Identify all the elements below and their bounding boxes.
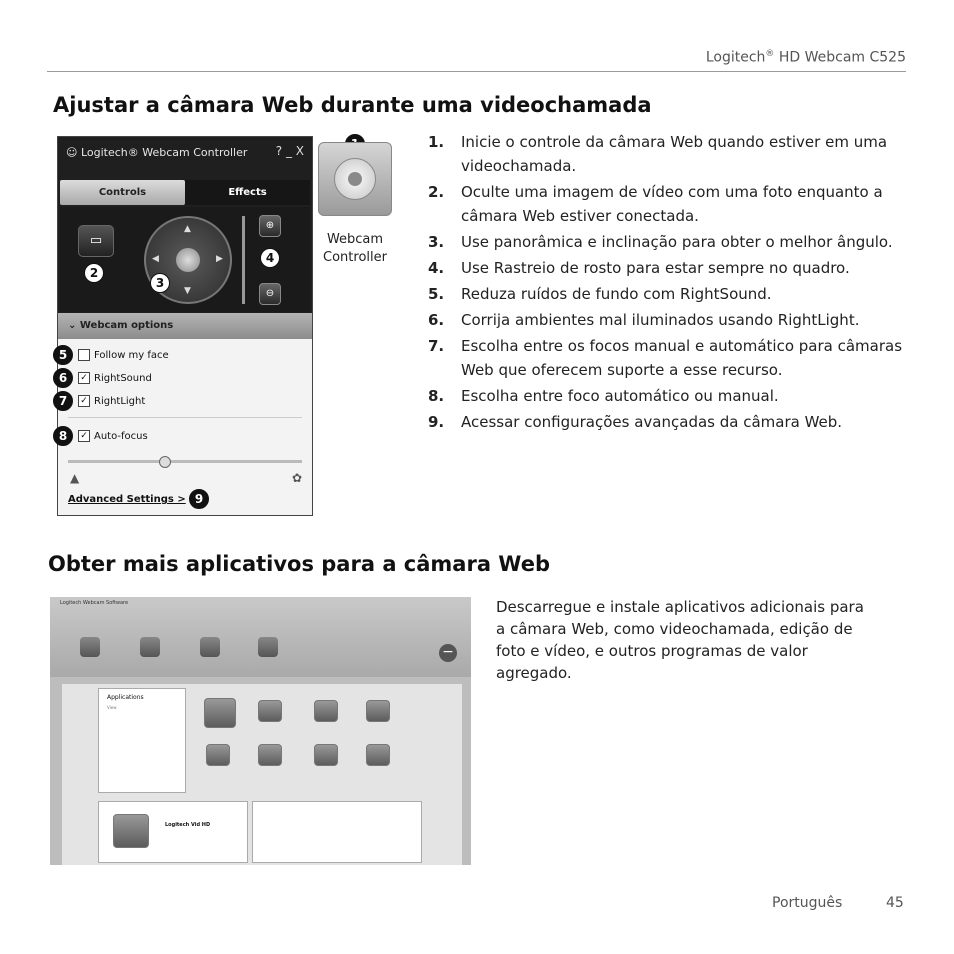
webcam-controller-window xyxy=(57,136,313,516)
app-tile[interactable] xyxy=(366,744,390,766)
checkbox-empty[interactable] xyxy=(78,349,90,361)
app-card-title: Logitech Vid HD xyxy=(165,822,211,828)
applications-gallery xyxy=(62,684,462,865)
section-title-apps: Obter mais aplicativos para a câmara Web xyxy=(48,552,551,576)
tab-effects[interactable]: Effects xyxy=(185,180,310,205)
applications-menu xyxy=(98,688,186,793)
app-tile-selected[interactable] xyxy=(204,698,236,728)
zoom-slider[interactable] xyxy=(242,216,245,304)
list-item: 8. Escolha entre foco automático ou manual. xyxy=(428,387,779,405)
list-item: 1. Inicie o controle da câmara Web quando estiver em uma videochamada. xyxy=(428,133,888,175)
footer-language: Português xyxy=(772,895,843,911)
webcam-options-header[interactable]: ⌄ Webcam options xyxy=(58,313,312,339)
callout-8: 8 xyxy=(53,426,73,446)
callout-6: 6 xyxy=(53,368,73,388)
motion-detection-icon[interactable] xyxy=(140,637,160,657)
callout-9: 9 xyxy=(189,489,209,509)
callout-3: 3 xyxy=(150,273,170,293)
callout-2: 2 xyxy=(84,263,104,283)
apps-paragraph: Descarregue e instale aplicativos adicionais para a câmara Web, como videochamada, edição de foto e vídeo, e outros programas de valor agregado. xyxy=(496,598,864,682)
advanced-settings-link[interactable]: Advanced Settings > xyxy=(68,494,186,505)
software-window-title: Logitech Webcam Software xyxy=(60,600,129,606)
list-item: 5. Reduza ruídos de fundo com RightSound. xyxy=(428,285,772,303)
mountain-icon: ▲ xyxy=(70,471,80,485)
checkbox-checked-icon[interactable]: ✓ xyxy=(78,430,90,442)
list-item: 2. Oculte uma imagem de vídeo com uma foto enquanto a câmara Web estiver conectada. xyxy=(428,183,883,225)
webcam-controller-app-icon[interactable] xyxy=(318,142,392,216)
list-item: 3. Use panorâmica e inclinação para obter o melhor ângulo. xyxy=(428,233,893,251)
rightsound-option[interactable]: ✓ RightSound xyxy=(78,372,152,384)
quick-capture-icon[interactable] xyxy=(80,637,100,657)
callout-7: 7 xyxy=(53,391,73,411)
callout-4: 4 xyxy=(260,248,280,268)
list-item: 7. Escolha entre os focos manual e automático para câmaras Web que oferecem suporte a esse recurso. xyxy=(428,337,903,379)
page-number: 45 xyxy=(886,895,904,911)
screen-privacy-button[interactable]: ▭ xyxy=(78,225,114,257)
tab-bar xyxy=(60,180,310,205)
list-item: 4. Use Rastreio de rosto para estar sempre no quadro. xyxy=(428,259,850,277)
steps-list xyxy=(428,130,918,436)
applications-menu-title: Applications xyxy=(107,694,144,701)
header-rule xyxy=(47,71,906,72)
app-card[interactable] xyxy=(98,801,248,863)
webcam-options-panel xyxy=(58,339,312,515)
zoom-in-icon[interactable]: ⊕ xyxy=(259,215,281,237)
running-header: Logitech® HD Webcam C525 xyxy=(705,49,906,66)
arrow-left-icon[interactable]: ◀ xyxy=(152,254,159,264)
list-item: 9. Acessar configurações avançadas da câmara Web. xyxy=(428,413,843,431)
tab-controls[interactable]: Controls xyxy=(60,180,185,205)
section-title-adjust: Ajustar a câmara Web durante uma videochamada xyxy=(53,93,652,117)
app-card-icon xyxy=(113,814,149,848)
arrow-down-icon[interactable]: ▼ xyxy=(184,286,191,296)
app-tile[interactable] xyxy=(206,744,230,766)
webcam-controller-icon[interactable] xyxy=(258,637,278,657)
checkbox-checked-icon[interactable]: ✓ xyxy=(78,372,90,384)
rightlight-option[interactable]: ✓ RightLight xyxy=(78,395,145,407)
center-button[interactable] xyxy=(176,248,200,272)
list-item: 6. Corrija ambientes mal iluminados usando RightLight. xyxy=(428,311,860,329)
arrow-right-icon[interactable]: ▶ xyxy=(216,254,223,264)
autofocus-option[interactable]: ✓ Auto-focus xyxy=(78,430,148,442)
checkbox-checked-icon[interactable]: ✓ xyxy=(78,395,90,407)
applications-menu-view[interactable]: View xyxy=(107,705,117,710)
divider xyxy=(68,417,302,418)
dpad-icon xyxy=(334,158,376,200)
collapse-icon[interactable]: − xyxy=(439,644,457,662)
app-tile[interactable] xyxy=(366,700,390,722)
app-icon-label: Webcam Controller xyxy=(323,232,387,265)
app-tile[interactable] xyxy=(258,700,282,722)
app-description-card xyxy=(252,801,422,863)
arrow-up-icon[interactable]: ▲ xyxy=(184,224,191,234)
software-toolbar xyxy=(50,597,471,677)
window-controls[interactable]: ? _ X xyxy=(275,144,304,158)
zoom-out-icon[interactable]: ⊖ xyxy=(259,283,281,305)
window-title: ☺ Logitech® Webcam Controller xyxy=(66,146,248,159)
focus-slider[interactable] xyxy=(68,460,302,463)
focus-slider-knob[interactable] xyxy=(159,456,171,468)
flower-icon: ✿ xyxy=(291,471,302,485)
webcam-software-screenshot xyxy=(50,597,471,865)
follow-face-option[interactable]: Follow my face xyxy=(78,349,169,361)
app-tile[interactable] xyxy=(314,744,338,766)
app-tile[interactable] xyxy=(314,700,338,722)
callout-5: 5 xyxy=(53,345,73,365)
app-tile[interactable] xyxy=(258,744,282,766)
video-effects-icon[interactable] xyxy=(200,637,220,657)
